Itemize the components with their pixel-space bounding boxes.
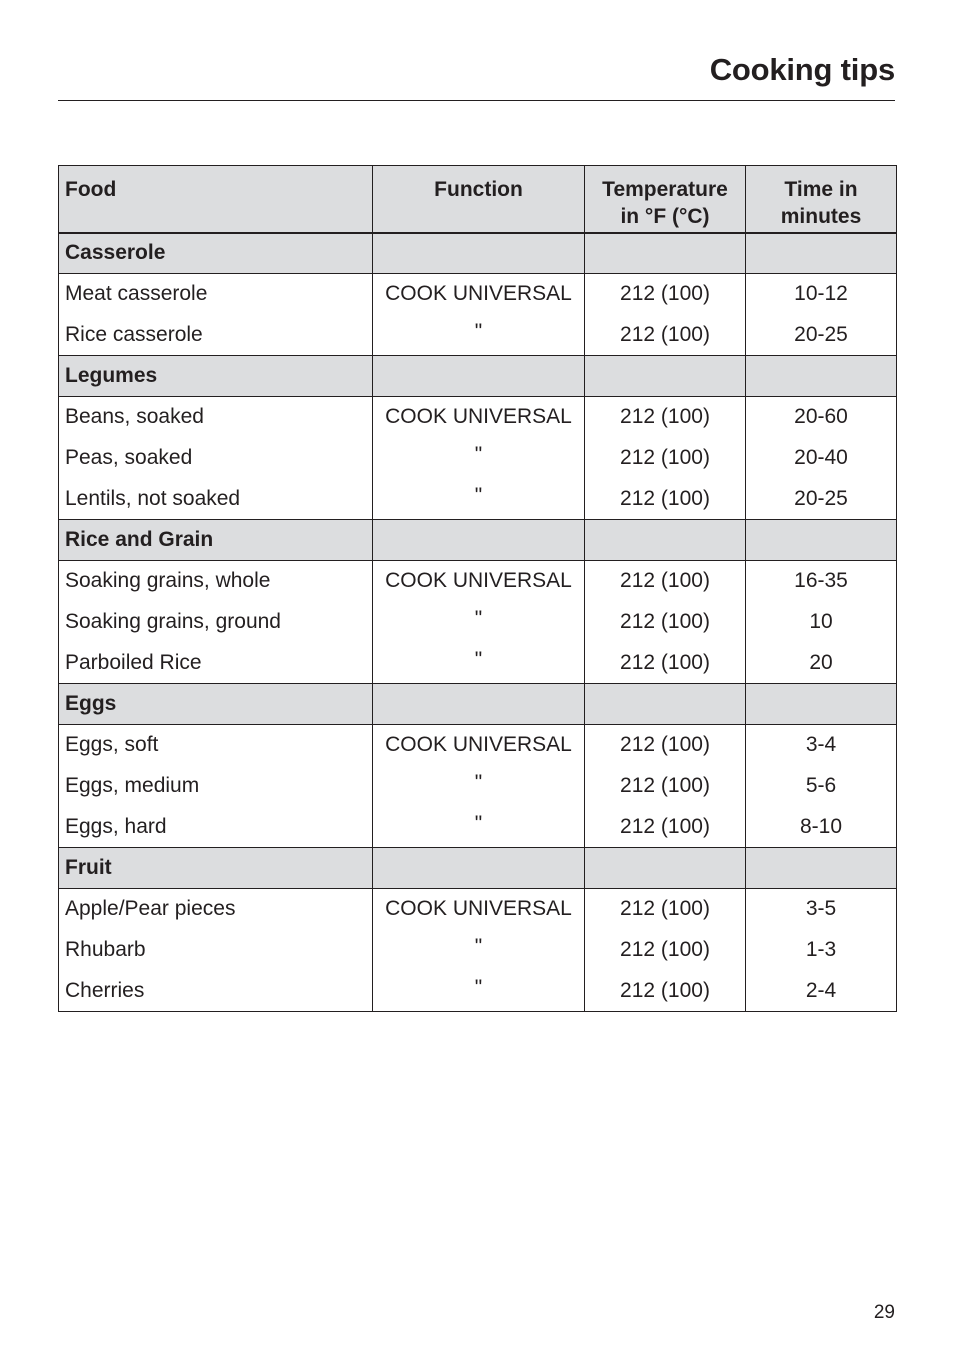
- table-row: [59, 930, 897, 971]
- group-row: [59, 233, 897, 274]
- function-cell: ": [373, 971, 585, 1012]
- column-header-food: Food: [59, 166, 373, 233]
- table-row: [59, 725, 897, 766]
- group-empty-cell: [373, 356, 585, 397]
- column-header-temperature: Temperature in °F (°C): [585, 166, 746, 233]
- time-cell: 20: [746, 643, 897, 684]
- function-cell: COOK UNIVERSAL: [373, 397, 585, 438]
- temperature-cell: 212 (100): [585, 725, 746, 766]
- function-cell: ": [373, 602, 585, 643]
- group-row: [59, 684, 897, 725]
- food-cell: Rice casserole: [59, 315, 373, 356]
- function-cell: COOK UNIVERSAL: [373, 725, 585, 766]
- table-row: [59, 438, 897, 479]
- column-header-function: Function: [373, 166, 585, 233]
- time-cell: 10: [746, 602, 897, 643]
- page-title: Cooking tips: [709, 52, 895, 87]
- food-cell: Soaking grains, whole: [59, 561, 373, 602]
- temperature-cell: 212 (100): [585, 561, 746, 602]
- group-empty-cell: [585, 520, 746, 561]
- time-cell: 5-6: [746, 766, 897, 807]
- function-cell: COOK UNIVERSAL: [373, 561, 585, 602]
- cooking-tips-table: [58, 165, 897, 1012]
- group-empty-cell: [373, 520, 585, 561]
- food-cell: Rhubarb: [59, 930, 373, 971]
- page-number: 29: [873, 1302, 895, 1323]
- group-empty-cell: [746, 356, 897, 397]
- function-cell: ": [373, 438, 585, 479]
- table-row: [59, 766, 897, 807]
- time-cell: 8-10: [746, 807, 897, 848]
- table-row: [59, 807, 897, 848]
- table-row: [59, 274, 897, 315]
- function-cell: ": [373, 643, 585, 684]
- function-cell: ": [373, 315, 585, 356]
- food-cell: Eggs, medium: [59, 766, 373, 807]
- temperature-cell: 212 (100): [585, 889, 746, 930]
- food-cell: Cherries: [59, 971, 373, 1012]
- temperature-cell: 212 (100): [585, 766, 746, 807]
- food-cell: Meat casserole: [59, 274, 373, 315]
- time-cell: 20-25: [746, 479, 897, 520]
- group-empty-cell: [373, 848, 585, 889]
- food-cell: Peas, soaked: [59, 438, 373, 479]
- group-empty-cell: [585, 356, 746, 397]
- column-header-time: Time in minutes: [746, 166, 897, 233]
- time-cell: 2-4: [746, 971, 897, 1012]
- function-cell: ": [373, 479, 585, 520]
- table-body: [59, 233, 897, 1012]
- time-cell: 10-12: [746, 274, 897, 315]
- table-row: [59, 971, 897, 1012]
- function-cell: ": [373, 766, 585, 807]
- time-cell: 20-40: [746, 438, 897, 479]
- group-name: Legumes: [59, 356, 373, 397]
- food-cell: Eggs, soft: [59, 725, 373, 766]
- function-cell: ": [373, 930, 585, 971]
- function-cell: COOK UNIVERSAL: [373, 889, 585, 930]
- temperature-cell: 212 (100): [585, 971, 746, 1012]
- food-cell: Parboiled Rice: [59, 643, 373, 684]
- table-row: [59, 889, 897, 930]
- food-cell: Eggs, hard: [59, 807, 373, 848]
- food-cell: Soaking grains, ground: [59, 602, 373, 643]
- table-row: [59, 561, 897, 602]
- group-empty-cell: [746, 684, 897, 725]
- time-cell: 3-4: [746, 725, 897, 766]
- group-empty-cell: [585, 848, 746, 889]
- temperature-cell: 212 (100): [585, 397, 746, 438]
- time-cell: 20-60: [746, 397, 897, 438]
- table-row: [59, 479, 897, 520]
- table-header-row: [59, 166, 897, 233]
- group-row: [59, 356, 897, 397]
- table-row: [59, 397, 897, 438]
- group-empty-cell: [746, 233, 897, 274]
- title-divider: [58, 100, 895, 101]
- temperature-cell: 212 (100): [585, 315, 746, 356]
- table-row: [59, 602, 897, 643]
- group-empty-cell: [373, 684, 585, 725]
- temperature-cell: 212 (100): [585, 438, 746, 479]
- function-cell: ": [373, 807, 585, 848]
- group-name: Eggs: [59, 684, 373, 725]
- table-row: [59, 315, 897, 356]
- time-cell: 20-25: [746, 315, 897, 356]
- group-empty-cell: [746, 520, 897, 561]
- temperature-cell: 212 (100): [585, 274, 746, 315]
- temperature-cell: 212 (100): [585, 602, 746, 643]
- temperature-cell: 212 (100): [585, 930, 746, 971]
- time-cell: 16-35: [746, 561, 897, 602]
- table-row: [59, 643, 897, 684]
- group-row: [59, 520, 897, 561]
- food-cell: Apple/Pear pieces: [59, 889, 373, 930]
- temperature-cell: 212 (100): [585, 807, 746, 848]
- group-name: Casserole: [59, 233, 373, 274]
- group-empty-cell: [585, 684, 746, 725]
- time-cell: 1-3: [746, 930, 897, 971]
- group-empty-cell: [585, 233, 746, 274]
- group-name: Fruit: [59, 848, 373, 889]
- food-cell: Lentils, not soaked: [59, 479, 373, 520]
- function-cell: COOK UNIVERSAL: [373, 274, 585, 315]
- food-cell: Beans, soaked: [59, 397, 373, 438]
- temperature-cell: 212 (100): [585, 479, 746, 520]
- group-empty-cell: [373, 233, 585, 274]
- time-cell: 3-5: [746, 889, 897, 930]
- group-name: Rice and Grain: [59, 520, 373, 561]
- group-row: [59, 848, 897, 889]
- group-empty-cell: [746, 848, 897, 889]
- temperature-cell: 212 (100): [585, 643, 746, 684]
